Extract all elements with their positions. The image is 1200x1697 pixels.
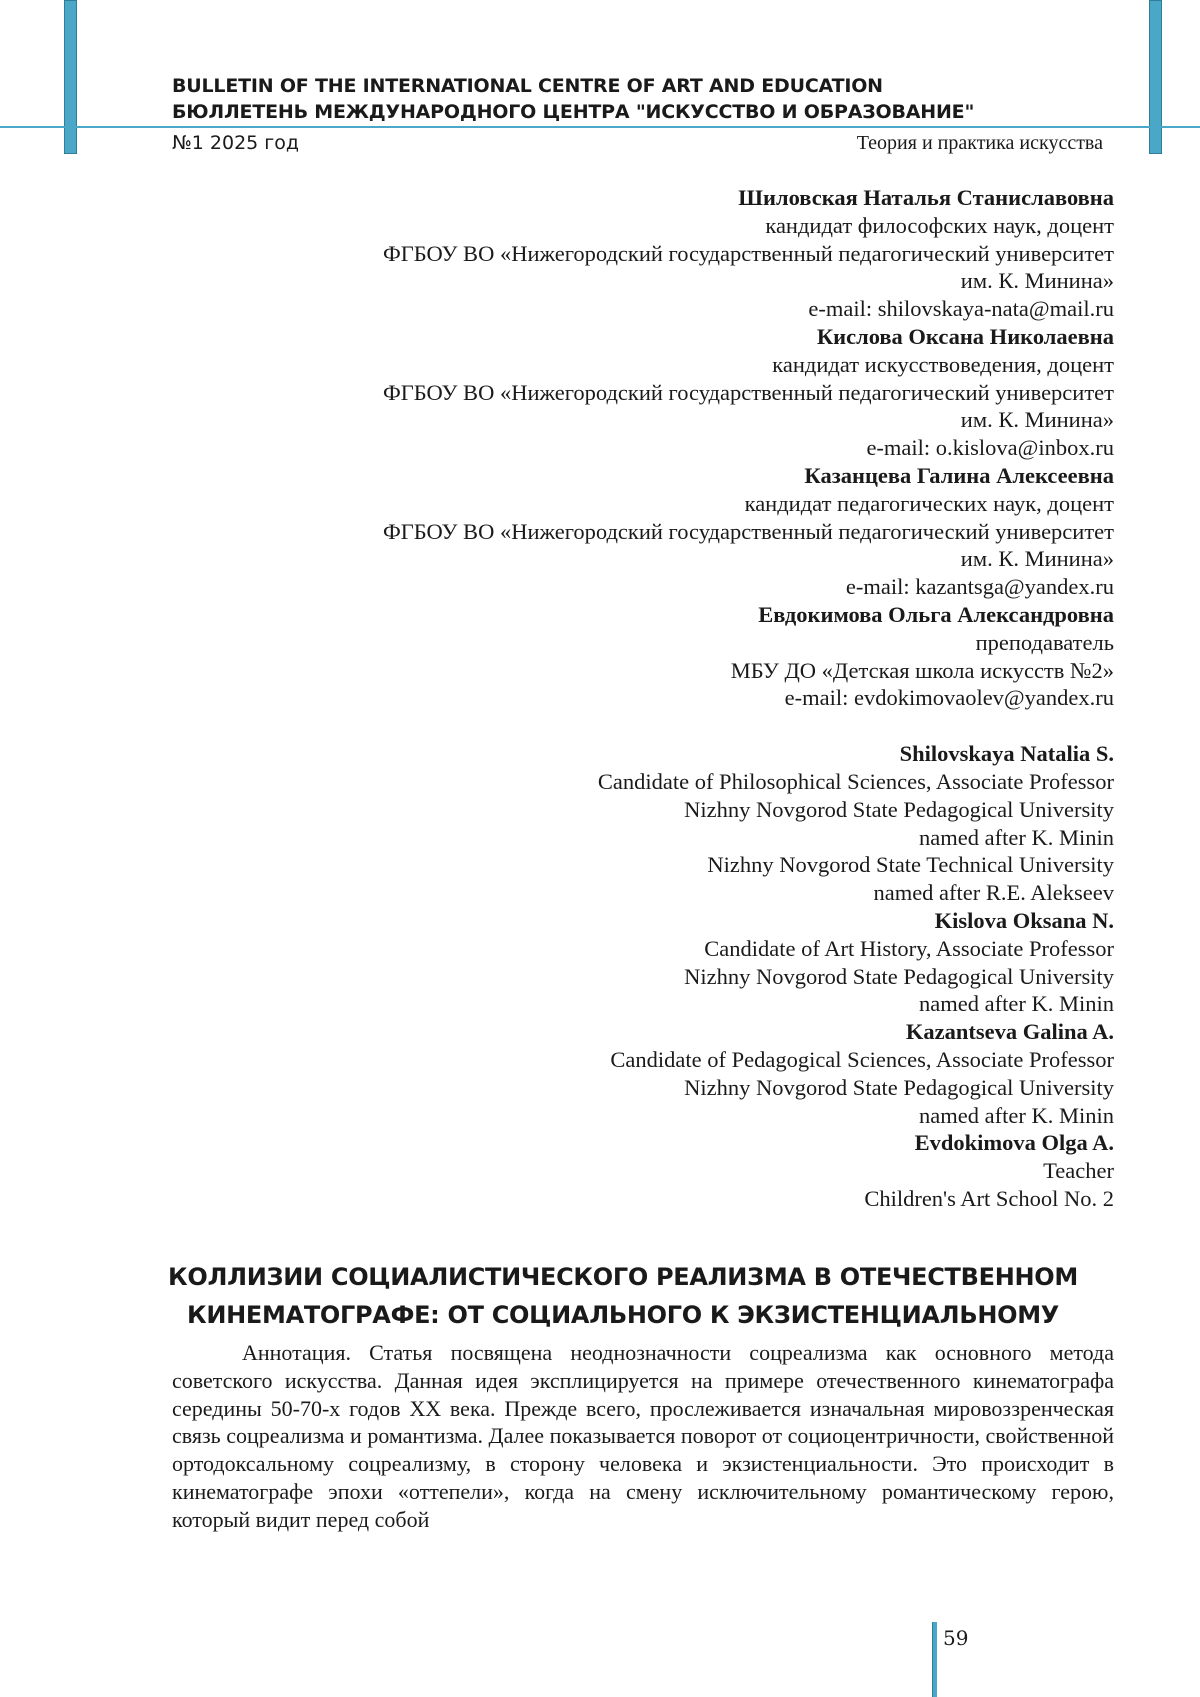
author-affiliation: МБУ ДО «Детская школа искусств №2» xyxy=(730,657,1114,683)
author-ru-2 xyxy=(214,323,1114,462)
author-position: преподаватель xyxy=(975,629,1114,655)
author-ru-4 xyxy=(214,601,1114,712)
author-position: Teacher xyxy=(1043,1158,1114,1184)
author-email[interactable]: e-mail: shilovskaya-nata@mail.ru xyxy=(808,296,1114,322)
author-block xyxy=(214,184,1114,1213)
journal-title-ru: БЮЛЛЕТЕНЬ МЕЖДУНАРОДНОГО ЦЕНТРА "ИСКУССТВО И ОБРАЗОВАНИЕ" xyxy=(172,101,975,123)
author-en-1 xyxy=(214,740,1114,907)
author-degree: кандидат педагогических наук, доцент xyxy=(744,490,1114,516)
author-affiliation: Nizhny Novgorod State Pedagogical University xyxy=(684,1074,1114,1100)
author-degree: Candidate of Philosophical Sciences, Associate Professor xyxy=(597,768,1114,794)
journal-title-en: BULLETIN OF THE INTERNATIONAL CENTRE OF ART AND EDUCATION xyxy=(172,75,883,97)
author-name: Evdokimova Olga A. xyxy=(914,1130,1114,1156)
author-name: Kazantseva Galina A. xyxy=(905,1019,1114,1045)
author-affiliation-cont: named after K. Minin xyxy=(919,1102,1114,1128)
author-affiliation: Nizhny Novgorod State Pedagogical University xyxy=(684,963,1114,989)
header-divider xyxy=(0,126,1200,128)
header-accent-bar-left xyxy=(64,0,77,154)
author-degree: кандидат философских наук, доцент xyxy=(765,212,1114,238)
author-ru-1 xyxy=(214,184,1114,323)
page-number: 59 xyxy=(943,1626,969,1650)
author-affiliation-cont: им. К. Минина» xyxy=(960,407,1114,433)
author-affiliation: ФГБОУ ВО «Нижегородский государственный педагогический университет xyxy=(382,379,1114,405)
abstract-paragraph: Аннотация. Статья посвящена неоднозначности соцреализма как основного метода советского искусства. Данная идея эксплицируется на примере отечественного кинематографа середины 50-70-х годов XX века. Прежде всего, прослеживается изначальная мировоззренческая связь соцреализма и романтизма. Далее показывается поворот от социоцентричности, свойственной ортодоксальному соцреализму, в сторону человека и экзистенциальности. Это происходит в кинематографе эпохи «оттепели», когда на смену исключительному романтическому герою, который видит перед собой xyxy=(172,1340,1114,1532)
author-en-3 xyxy=(214,1018,1114,1129)
author-name: Shilovskaya Natalia S. xyxy=(899,741,1114,767)
author-degree: Candidate of Pedagogical Sciences, Associate Professor xyxy=(610,1046,1114,1072)
author-affiliation-cont: named after K. Minin xyxy=(919,824,1114,850)
article-title-line: КОЛЛИЗИИ СОЦИАЛИСТИЧЕСКОГО РЕАЛИЗМА В ОТЕЧЕСТВЕННОМ xyxy=(168,1263,1078,1291)
author-affiliation: ФГБОУ ВО «Нижегородский государственный педагогический университет xyxy=(382,240,1114,266)
section-label: Теория и практика искусства xyxy=(856,132,1103,154)
author-affiliation-cont: named after R.E. Alekseev xyxy=(873,880,1114,906)
author-ru-3 xyxy=(214,462,1114,601)
author-affiliation-cont: им. К. Минина» xyxy=(960,546,1114,572)
issue-label: №1 2025 год xyxy=(172,132,300,154)
author-affiliation: Children's Art School No. 2 xyxy=(864,1185,1114,1211)
author-email[interactable]: e-mail: evdokimovaolev@yandex.ru xyxy=(784,685,1114,711)
author-name: Шиловская Наталья Станиславовна xyxy=(738,185,1114,210)
journal-title xyxy=(172,73,974,125)
author-affiliation: Nizhny Novgorod State Pedagogical University xyxy=(684,796,1114,822)
author-email[interactable]: e-mail: o.kislova@inbox.ru xyxy=(866,435,1114,461)
author-degree: Candidate of Art History, Associate Professor xyxy=(704,935,1114,961)
spacer xyxy=(214,712,1114,740)
author-affiliation-cont: им. К. Минина» xyxy=(960,268,1114,294)
author-name: Кислова Оксана Николаевна xyxy=(816,323,1114,349)
author-en-4 xyxy=(214,1129,1114,1212)
author-affiliation: ФГБОУ ВО «Нижегородский государственный педагогический университет xyxy=(382,518,1114,544)
author-affiliation: Nizhny Novgorod State Technical University xyxy=(707,852,1114,878)
footer-accent-bar xyxy=(932,1622,937,1697)
author-name: Евдокимова Ольга Александровна xyxy=(758,601,1114,627)
author-name: Kislova Oksana N. xyxy=(934,907,1114,933)
author-name: Казанцева Галина Алексеевна xyxy=(804,462,1114,488)
article-title xyxy=(150,1258,1096,1334)
header-accent-bar-right xyxy=(1149,0,1162,154)
author-email[interactable]: e-mail: kazantsga@yandex.ru xyxy=(845,574,1114,600)
article-title-line: КИНЕМАТОГРАФЕ: ОТ СОЦИАЛЬНОГО К ЭКЗИСТЕНЦИАЛЬНОМУ xyxy=(187,1301,1059,1329)
author-affiliation-cont: named after K. Minin xyxy=(919,991,1114,1017)
author-degree: кандидат искусствоведения, доцент xyxy=(772,351,1114,377)
author-en-2 xyxy=(214,907,1114,1018)
